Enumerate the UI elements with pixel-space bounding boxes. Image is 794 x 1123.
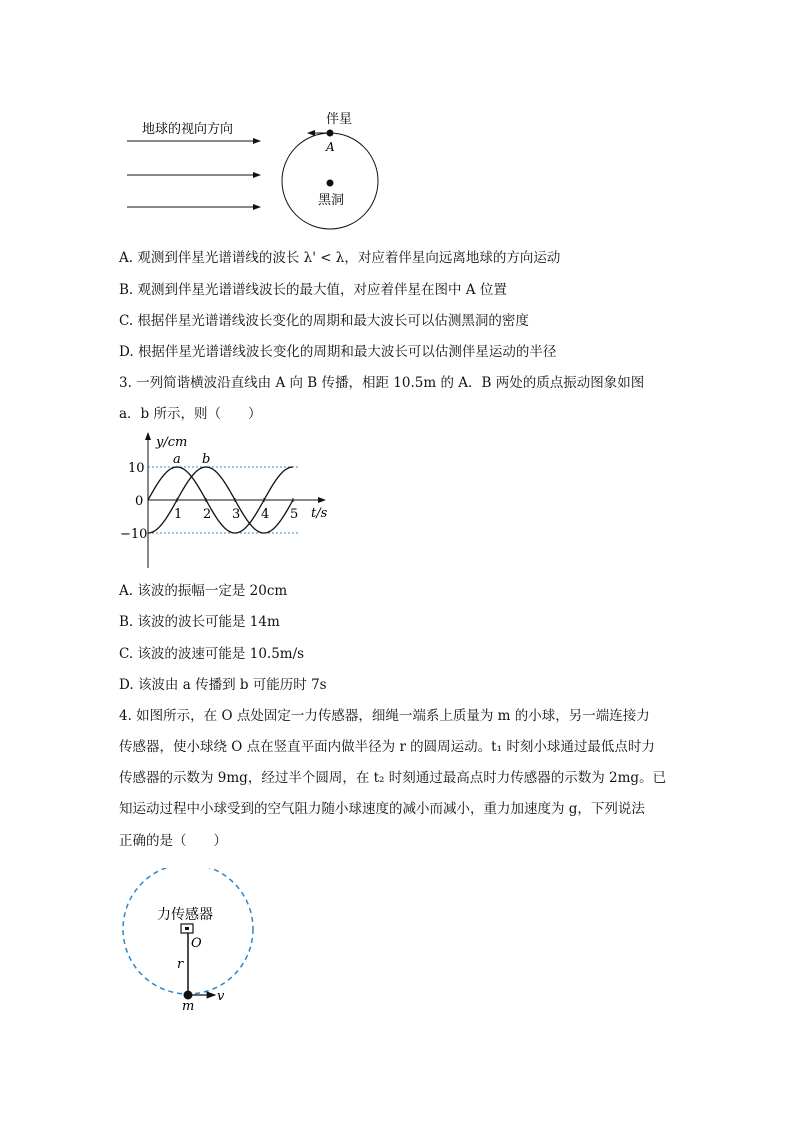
- option-letter: B.: [119, 614, 134, 630]
- circular-motion-figure: [115, 868, 265, 1018]
- option-letter: A.: [119, 583, 134, 599]
- point-a-label: A: [326, 140, 335, 154]
- option-text: 该波的波速可能是 10.5m/s: [137, 646, 305, 662]
- y-axis-label: y/cm: [156, 435, 188, 450]
- series-b-label: b: [202, 452, 211, 467]
- q4-stem-line-5: 正确的是（ ）: [119, 833, 227, 849]
- m-label: m: [182, 999, 195, 1014]
- option-letter: A.: [119, 250, 134, 266]
- q2-option-a: [119, 249, 560, 267]
- x-tick-label: 4: [261, 507, 270, 522]
- sensor-label: 力传感器: [157, 907, 213, 923]
- vibration-graph: [115, 428, 340, 573]
- y-tick-label: 10: [128, 461, 145, 476]
- y-tick-label: −10: [120, 527, 148, 542]
- sensor-inner: [185, 927, 189, 930]
- option-text: 该波的波长可能是 14m: [137, 614, 280, 630]
- option-text: 根据伴星光谱谱线波长变化的周期和最大波长可以估测黑洞的密度: [137, 313, 529, 329]
- q4-stem-line-4: 知运动过程中小球受到的空气阻力随小球速度的减小而减小，重力加速度为 g，下列说法: [119, 801, 645, 817]
- option-letter: B.: [119, 282, 134, 298]
- q3-stem-line-1: 3. 一列简谐横波沿直线由 A 向 B 传播，相距 10.5m 的 A．B 两处的质点振动图象如图: [119, 375, 645, 391]
- x-tick-label: 2: [203, 507, 212, 522]
- q4-stem-line-1: 4. 如图所示，在 O 点处固定一力传感器，细绳一端系上质量为 m 的小球，另一端连接力: [119, 708, 650, 724]
- q2-option-b: [119, 281, 507, 299]
- option-letter: D.: [119, 344, 134, 360]
- earth-direction-label: 地球的视向方向: [142, 122, 234, 137]
- x-tick-label: 1: [174, 507, 183, 522]
- q4-stem-line-3: 传感器的示数为 9mg，经过半个圆周，在 t₂ 时刻通过最高点时力传感器的示数为 2mg。已: [119, 770, 667, 786]
- black-hole-dot: [327, 180, 334, 187]
- option-text: 该波由 a 传播到 b 可能历时 7s: [137, 677, 327, 693]
- q4-stem-line-2: 传感器，使小球绕 O 点在竖直平面内做半径为 r 的圆周运动。t₁ 时刻小球通过最低点时力: [119, 739, 655, 755]
- q3-option-b: [119, 613, 280, 631]
- option-text: 根据伴星光谱谱线波长变化的周期和最大波长可以估测伴星运动的半径: [137, 344, 557, 360]
- x-tick-label: 3: [232, 507, 241, 522]
- option-letter: C.: [119, 646, 134, 662]
- companion-label: 伴星: [326, 112, 353, 127]
- q3-option-a: [119, 582, 287, 600]
- option-text: 观测到伴星光谱谱线的波长 λ' < λ，对应着伴星向远离地球的方向运动: [137, 250, 561, 266]
- r-label: r: [177, 957, 184, 972]
- x-axis-label: t/s: [311, 506, 328, 521]
- q2-option-d: [119, 343, 556, 361]
- black-hole-label: 黑洞: [318, 193, 345, 208]
- y-tick-label: 0: [135, 494, 144, 509]
- x-tick-label: 5: [290, 507, 299, 522]
- doppler-figure: [120, 103, 390, 233]
- q3-option-c: [119, 645, 304, 663]
- o-label: O: [191, 936, 202, 951]
- option-text: 该波的振幅一定是 20cm: [137, 583, 288, 599]
- companion-star: [327, 130, 334, 137]
- q2-option-c: [119, 312, 529, 330]
- option-letter: C.: [119, 313, 134, 329]
- q3-stem-line-2: a．b 所示，则（ ）: [119, 406, 262, 422]
- q3-option-d: [119, 676, 327, 694]
- option-text: 观测到伴星光谱谱线波长的最大值，对应着伴星在图中 A 位置: [137, 282, 507, 298]
- v-label: v: [217, 989, 225, 1004]
- series-a-label: a: [173, 452, 181, 467]
- option-letter: D.: [119, 677, 134, 693]
